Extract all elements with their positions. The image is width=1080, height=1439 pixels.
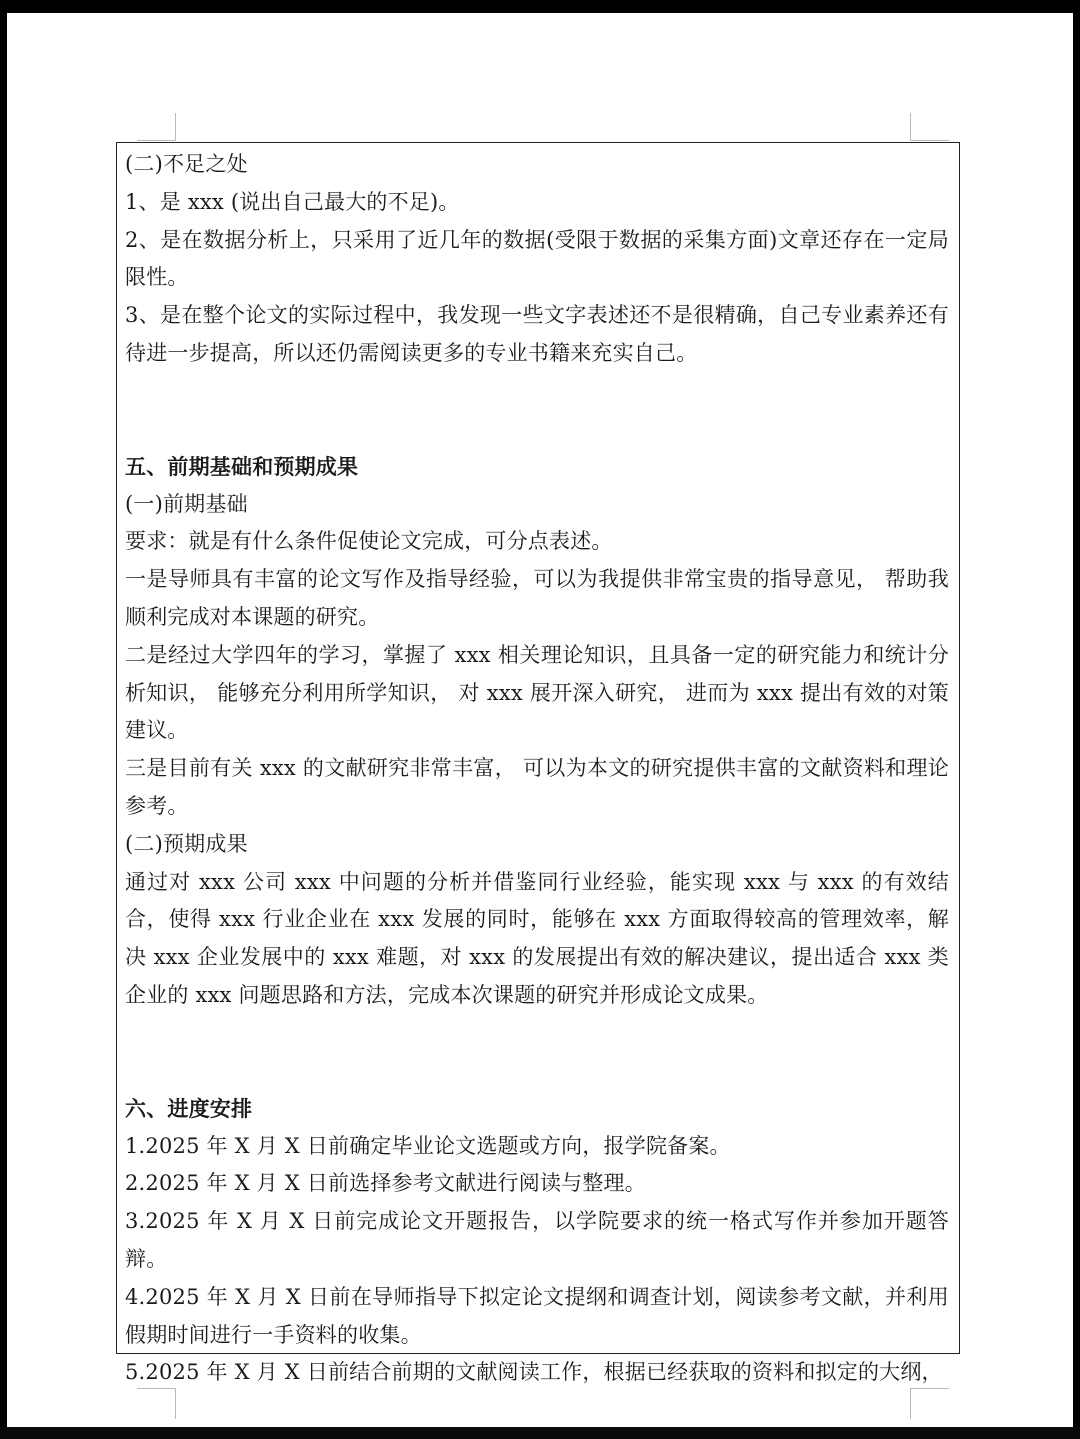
schedule-item: 2.2025 年 X 月 X 日前选择参考文献进行阅读与整理。 xyxy=(125,1171,646,1196)
foundation-paragraph: 二是经过大学四年的学习，掌握了 xxx 相关理论知识，且具备一定的研究能力和统计分析知识， 能够充分利用所学知识， 对 xxx 展开深入研究， 进而为 xxx 提出有效的对策建议。 xyxy=(125,642,949,743)
table-cell-border xyxy=(116,142,960,1385)
schedule-item: 4.2025 年 X 月 X 日前在导师指导下拟定论文提纲和调查计划，阅读参考文献，并利用假期时间进行一手资料的收集。 xyxy=(125,1284,949,1347)
crop-mark-bottom-right xyxy=(910,1388,949,1419)
subheading-results: (二)预期成果 xyxy=(125,831,248,856)
crop-mark-top-right xyxy=(910,113,949,141)
shortcoming-item: 2、是在数据分析上，只采用了近几年的数据(受限于数据的采集方面)文章还存在一定局限性。 xyxy=(125,227,949,290)
subheading-foundation: (一)前期基础 xyxy=(125,491,248,516)
results-paragraph: 通过对 xxx 公司 xxx 中问题的分析并借鉴同行业经验，能实现 xxx 与 xxx 的有效结合，使得 xxx 行业企业在 xxx 发展的同时，能够在 xxx 方面取得较高的管理效率，解决 xxx 企业发展中的 xxx 难题，对 xxx 的发展提出有效的解决建议，提出适合 xxx 类企业的 xxx 问题思路和方法，完成本次课题的研究并形成论文成果。 xyxy=(125,869,949,1007)
document-body xyxy=(125,146,949,1392)
bottom-status-bar xyxy=(0,1427,1080,1439)
spacer xyxy=(125,1015,949,1090)
foundation-paragraph: 三是目前有关 xxx 的文献研究非常丰富， 可以为本文的研究提供丰富的文献资料和理论参考。 xyxy=(125,756,949,818)
section-heading-6: 六、进度安排 xyxy=(125,1095,253,1121)
shortcoming-item: 3、是在整个论文的实际过程中，我发现一些文字表述还不是很精确，自己专业素养还有待进一步提高，所以还仍需阅读更多的专业书籍来充实自己。 xyxy=(125,303,949,365)
schedule-item: 1.2025 年 X 月 X 日前确定毕业论文选题或方向，报学院备案。 xyxy=(125,1133,731,1158)
foundation-paragraph: 要求：就是有什么条件促使论文完成，可分点表述。 xyxy=(125,529,613,554)
schedule-item: 3.2025 年 X 月 X 日前完成论文开题报告，以学院要求的统一格式写作并参加开题答辩。 xyxy=(125,1209,949,1271)
crop-mark-top-left xyxy=(137,113,176,141)
shortcoming-item: 1、是 xxx (说出自己最大的不足)。 xyxy=(125,189,460,214)
crop-mark-bottom-left xyxy=(137,1388,176,1419)
subheading-shortcomings: (二)不足之处 xyxy=(125,152,248,176)
section-heading-5: 五、前期基础和预期成果 xyxy=(125,453,359,479)
schedule-item: 5.2025 年 X 月 X 日前结合前期的文献阅读工作，根据已经获取的资料和拟定的大纲， xyxy=(125,1360,943,1385)
spacer xyxy=(125,373,949,448)
foundation-paragraph: 一是导师具有丰富的论文写作及指导经验，可以为我提供非常宝贵的指导意见， 帮助我顺利完成对本课题的研究。 xyxy=(125,567,949,629)
